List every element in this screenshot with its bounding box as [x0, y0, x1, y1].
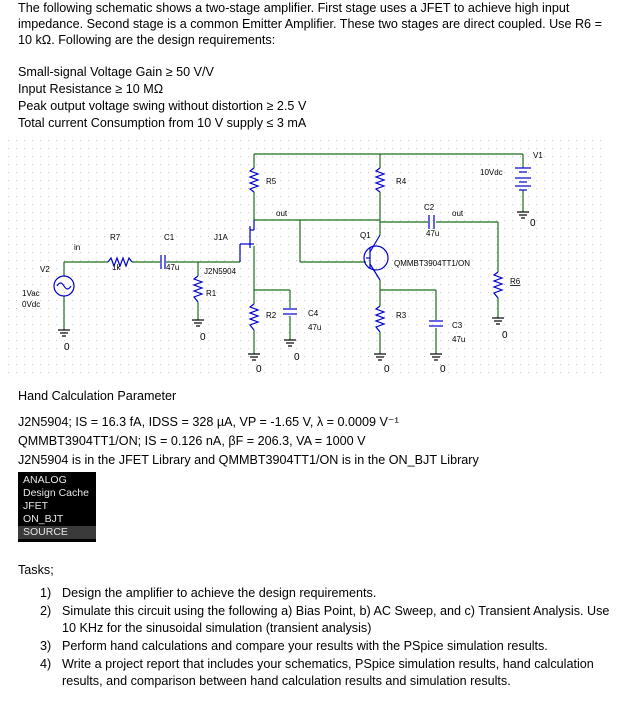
c3-label: C3 — [452, 321, 463, 330]
gnd-label-c3: 0 — [440, 364, 446, 375]
net-in-label: in — [74, 243, 81, 252]
task-text: Simulate this circuit using the following a) Bias Point, b) AC Sweep, and c) Transient Analysis. Use 10 KHz for the sinusoidal simulation (transient analysis) — [62, 604, 610, 635]
task-item — [40, 638, 615, 655]
jfet-parameters: J2N5904; IS = 16.3 fA, IDSS = 328 µA, VP = -1.65 V, λ = 0.0009 V⁻¹ — [18, 415, 399, 429]
intro-paragraph: The following schematic shows a two-stage amplifier. First stage uses a JFET to achieve high input impedance. Second stage is a common Emitter Amplifier. These two stages are direct coupled. Use R6 = 10 kΩ. Following are the design requirements: — [18, 1, 602, 47]
r4-label: R4 — [396, 177, 407, 186]
r7-label: R7 — [110, 233, 121, 242]
v2-dc-value: 0Vdc — [22, 300, 41, 309]
task-text: Perform hand calculations and compare your results with the PSpice simulation results. — [62, 639, 548, 653]
v1-label: V1 — [533, 151, 543, 160]
bjt-parameters: QMMBT3904TT1/ON; IS = 0.126 nA, βF = 206.3, VA = 1000 V — [18, 434, 366, 448]
c2-label: C2 — [424, 203, 435, 212]
task-item — [40, 585, 615, 602]
library-item[interactable]: SOURCE — [18, 526, 96, 539]
c3-value: 47u — [452, 335, 466, 344]
gnd-label-r2: 0 — [256, 364, 262, 375]
r6-label: R6 — [510, 277, 521, 286]
gnd-label-r6: 0 — [502, 330, 508, 341]
c4-label: C4 — [308, 309, 319, 318]
j1-label: J1A — [214, 233, 228, 242]
task-list — [40, 585, 615, 691]
v1-value: 10Vdc — [480, 168, 503, 177]
task-text: Design the amplifier to achieve the design requirements. — [62, 586, 377, 600]
net-out-label: out — [452, 209, 464, 218]
library-note: J2N5904 is in the JFET Library and QMMBT3904TT1/ON is in the ON_BJT Library — [18, 453, 479, 467]
library-item[interactable]: Design Cache — [23, 487, 89, 499]
circuit-schematic — [0, 140, 627, 380]
q1-model: QMMBT3904TT1/ON — [394, 259, 471, 268]
v2-label: V2 — [40, 265, 50, 274]
r2-label: R2 — [266, 311, 277, 320]
task-item — [40, 603, 615, 637]
c2-value: 47u — [426, 229, 440, 238]
r3-label: R3 — [396, 311, 407, 320]
requirement-output-swing: Peak output voltage swing without distortion ≥ 2.5 V — [18, 99, 307, 113]
library-item[interactable]: JFET — [23, 500, 49, 512]
c1-label: C1 — [164, 233, 175, 242]
r1-label: R1 — [206, 289, 217, 298]
library-item[interactable]: ON_BJT — [23, 513, 64, 525]
hand-calc-heading: Hand Calculation Parameter — [18, 389, 177, 403]
task-number: 1) — [40, 586, 52, 600]
r5-label: R5 — [266, 177, 277, 186]
v2-ac-value: 1Vac — [22, 289, 40, 298]
task-number: 4) — [40, 657, 52, 671]
gnd-label-r3: 0 — [384, 364, 390, 375]
net-out1-label: out — [276, 209, 288, 218]
r7-value: 1k — [112, 263, 121, 272]
task-text: Write a project report that includes your schematics, PSpice simulation results, hand calculation results, and comparison between hand calculation results and simulation results. — [62, 657, 594, 688]
gnd-label-v1: 0 — [530, 218, 536, 229]
task-item — [40, 656, 615, 690]
tasks-heading: Tasks; — [18, 563, 54, 577]
library-item[interactable]: ANALOG — [23, 474, 67, 486]
gnd-label-c4: 0 — [294, 352, 300, 363]
task-number: 3) — [40, 639, 52, 653]
c1-value: 47u — [166, 263, 180, 272]
j1-model: J2N5904 — [204, 267, 237, 276]
gnd-label-r1: 0 — [200, 332, 206, 343]
requirement-current: Total current Consumption from 10 V supply ≤ 3 mA — [18, 116, 307, 130]
q1-label: Q1 — [360, 231, 371, 240]
requirement-input-resistance: Input Resistance ≥ 10 MΩ — [18, 82, 164, 96]
library-list-panel — [18, 472, 96, 542]
gnd-label-v2: 0 — [64, 342, 70, 353]
schematic-grid — [8, 140, 608, 378]
task-number: 2) — [40, 604, 52, 618]
requirement-gain: Small-signal Voltage Gain ≥ 50 V/V — [18, 65, 214, 79]
c4-value: 47u — [308, 323, 322, 332]
